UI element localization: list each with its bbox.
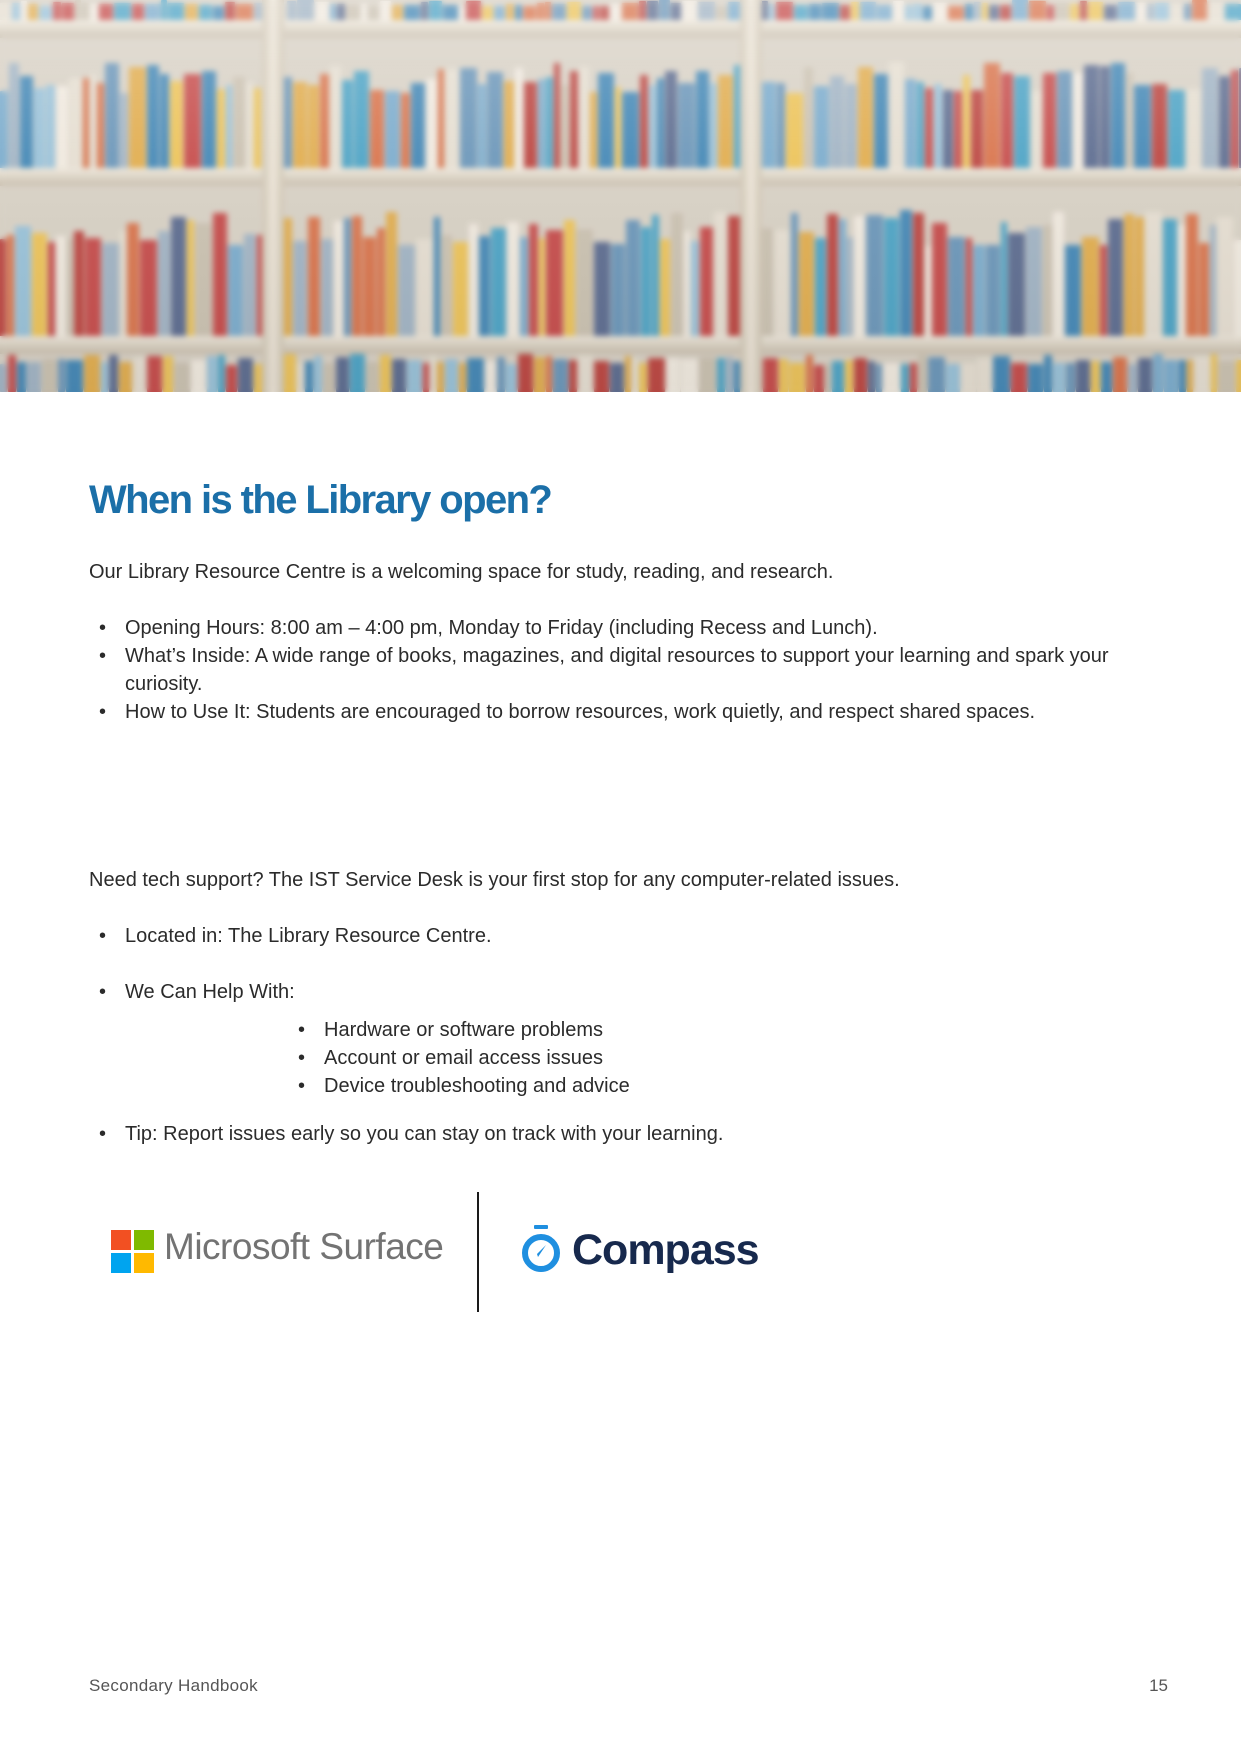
tech-help-list xyxy=(89,978,1169,1006)
list-item: • Account or email access issues xyxy=(288,1044,888,1072)
hero-bookshelf-image xyxy=(0,0,1241,392)
compass-wordmark: Compass xyxy=(572,1226,759,1274)
microsoft-surface-wordmark: Microsoft Surface xyxy=(164,1226,444,1267)
microsoft-logo-icon xyxy=(111,1230,154,1273)
list-item: • We Can Help With: xyxy=(89,978,1169,1006)
ms-logo-square xyxy=(134,1253,154,1273)
ms-logo-square xyxy=(134,1230,154,1250)
library-bullet-list xyxy=(89,614,1169,726)
page-number: 15 xyxy=(1149,1676,1168,1695)
list-item: • What’s Inside: A wide range of books, magazines, and digital resources to support your learning and spark your curiosity. xyxy=(89,642,1169,698)
library-heading: When is the Library open? xyxy=(89,478,552,522)
library-intro: Our Library Resource Centre is a welcoming space for study, reading, and research. xyxy=(89,561,834,583)
tech-location-list xyxy=(89,922,1169,950)
list-item: • Tip: Report issues early so you can stay on track with your learning. xyxy=(89,1120,1169,1148)
help-items-list xyxy=(288,1016,888,1100)
list-item: • Hardware or software problems xyxy=(288,1016,888,1044)
ms-logo-square xyxy=(111,1230,131,1250)
list-item: • How to Use It: Students are encouraged to borrow resources, work quietly, and respect shared spaces. xyxy=(89,698,1169,726)
compass-stopwatch-icon xyxy=(520,1224,562,1274)
logo-divider xyxy=(477,1192,479,1312)
tech-tip-list xyxy=(89,1120,1169,1148)
tech-support-intro: Need tech support? The IST Service Desk is your first stop for any computer-related issues. xyxy=(89,869,900,891)
ms-logo-square xyxy=(111,1253,131,1273)
list-item: • Opening Hours: 8:00 am – 4:00 pm, Monday to Friday (including Recess and Lunch). xyxy=(89,614,1169,642)
footer-title: Secondary Handbook xyxy=(89,1676,258,1695)
photo-haze xyxy=(0,0,1241,392)
list-item: • Located in: The Library Resource Centre. xyxy=(89,922,1169,950)
list-item: • Device troubleshooting and advice xyxy=(288,1072,888,1100)
